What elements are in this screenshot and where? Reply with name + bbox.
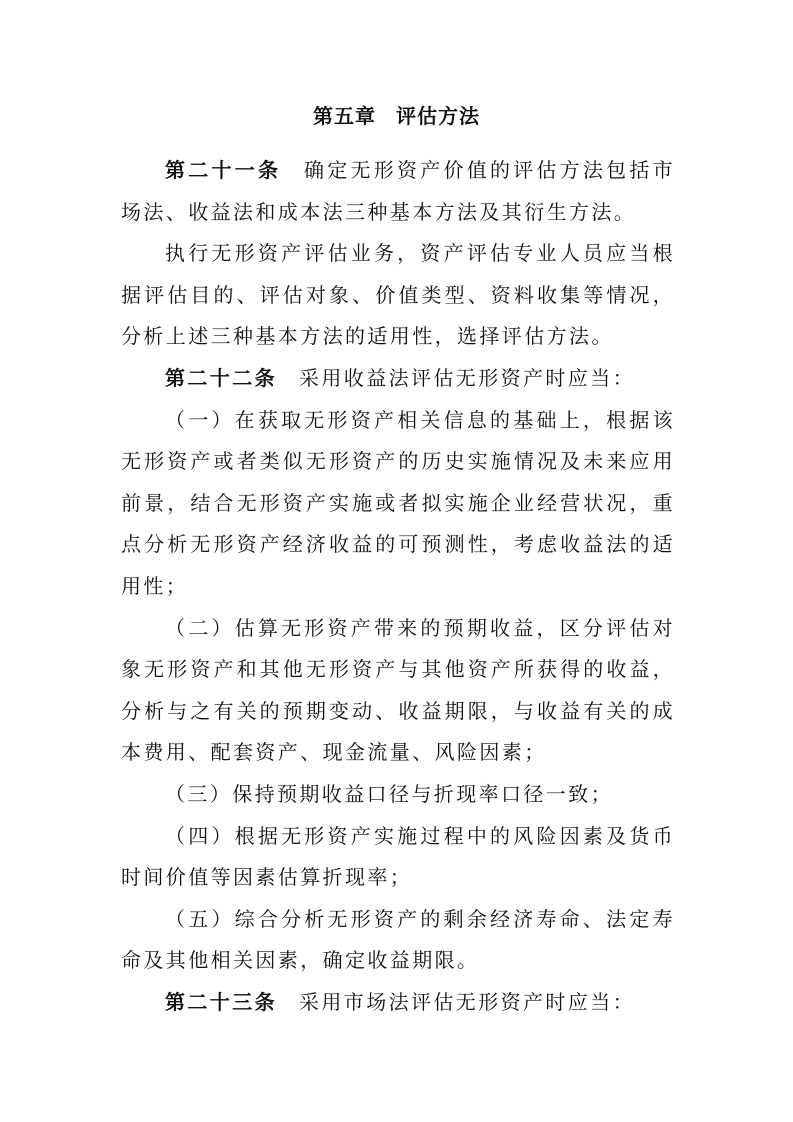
list-item-2 [121, 608, 675, 774]
paragraph-article-23 [121, 982, 675, 1024]
list-item-5 [121, 899, 675, 982]
paragraph-text: 采用收益法评估无形资产时应当： [299, 365, 635, 390]
chapter-heading [0, 100, 793, 132]
paragraph-text: 采用市场法评估无形资产时应当： [299, 989, 635, 1014]
list-item-3 [121, 774, 675, 816]
article-label: 第二十二条 [165, 365, 277, 390]
paragraph-text: （四）根据无形资产实施过程中的风险因素及货币时间价值等因素估算折现率； [121, 823, 675, 890]
article-label: 第二十一条 [165, 158, 282, 182]
paragraph-text: （二）估算无形资产带来的预期收益，区分评估对象无形资产和其他无形资产与其他资产所获得的收益，分析与之有关的预期变动、收益期限，与收益有关的成本费用、配套资产、现金流量、风险因素； [121, 615, 675, 765]
chapter-title: 评估方法 [396, 104, 480, 128]
article-label: 第二十三条 [165, 989, 277, 1014]
paragraph-text: 执行无形资产评估业务，资产评估专业人员应当根据评估目的、评估对象、价值类型、资料收集等情况，分析上述三种基本方法的适用性，选择评估方法。 [121, 241, 675, 349]
list-item-1 [121, 400, 675, 608]
paragraph-article-22 [121, 358, 675, 400]
paragraph-text: （一）在获取无形资产相关信息的基础上，根据该无形资产或者类似无形资产的历史实施情况及未来应用前景，结合无形资产实施或者拟实施企业经营状况，重点分析无形资产经济收益的可预测性，考虑收益法的适用性； [121, 407, 675, 598]
document-body [121, 150, 675, 1023]
paragraph-text: （五）综合分析无形资产的剩余经济寿命、法定寿命及其他相关因素，确定收益期限。 [121, 906, 675, 973]
paragraph-text: （三）保持预期收益口径与折现率口径一致； [165, 781, 613, 806]
chapter-label: 第五章 [313, 104, 376, 128]
list-item-4 [121, 816, 675, 899]
paragraph-article-21 [121, 150, 675, 233]
paragraph [121, 233, 675, 358]
paragraph-text: 确定无形资产价值的评估方法包括市场法、收益法和成本法三种基本方法及其衍生方法。 [121, 158, 676, 224]
